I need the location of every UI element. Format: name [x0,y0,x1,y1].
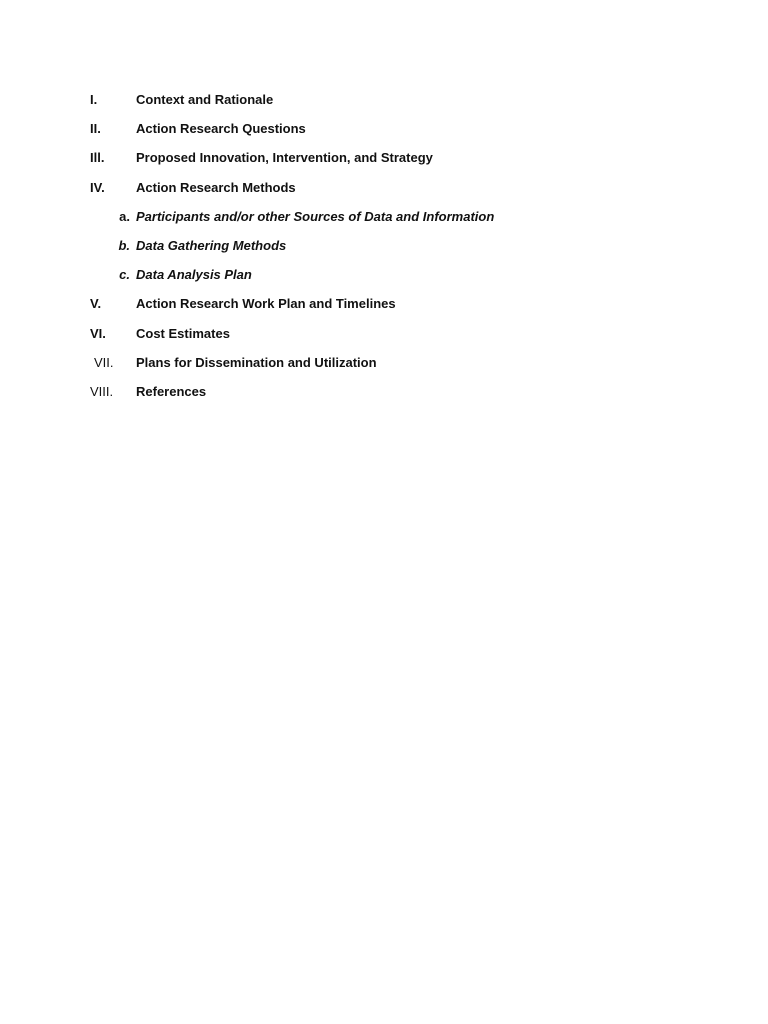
outline-item-5 [0,294,768,323]
outline-item-2 [0,119,768,148]
outline-subitem-c [0,265,768,294]
outline-subtitle: Data Gathering Methods [136,237,287,253]
outline-title: Action Research Methods [136,179,296,195]
outline-subitem-b [0,236,768,265]
outline-title: Cost Estimates [136,325,230,341]
outline-list [0,90,768,411]
outline-item-1 [0,90,768,119]
outline-number: V. [90,296,102,312]
outline-number: VI. [90,325,106,341]
outline-item-6 [0,324,768,353]
outline-number: II. [90,121,101,137]
outline-item-3 [0,148,768,177]
outline-number: IV. [90,179,105,195]
outline-title: Proposed Innovation, Intervention, and Strategy [136,150,433,166]
outline-subtitle: Data Analysis Plan [136,267,252,283]
outline-title: Action Research Questions [136,121,306,137]
outline-subnumber: b. [118,237,130,253]
outline-subtitle: Participants and/or other Sources of Data and Information [136,208,495,224]
outline-subitem-a [0,207,768,236]
outline-number: Ill. [90,150,105,166]
outline-title: References [136,383,207,399]
outline-title: Action Research Work Plan and Timelines [136,296,396,312]
outline-number: VIII. [90,383,114,399]
outline-subnumber: c. [119,267,130,283]
outline-item-8 [0,382,768,411]
outline-item-7 [0,353,768,382]
outline-number: VII. [94,354,114,370]
outline-title: Context and Rationale [136,92,274,107]
outline-item-4 [0,178,768,207]
outline-title: Plans for Dissemination and Utilization [136,354,377,370]
outline-subnumber: a. [119,208,130,224]
outline-number: I. [90,92,98,107]
